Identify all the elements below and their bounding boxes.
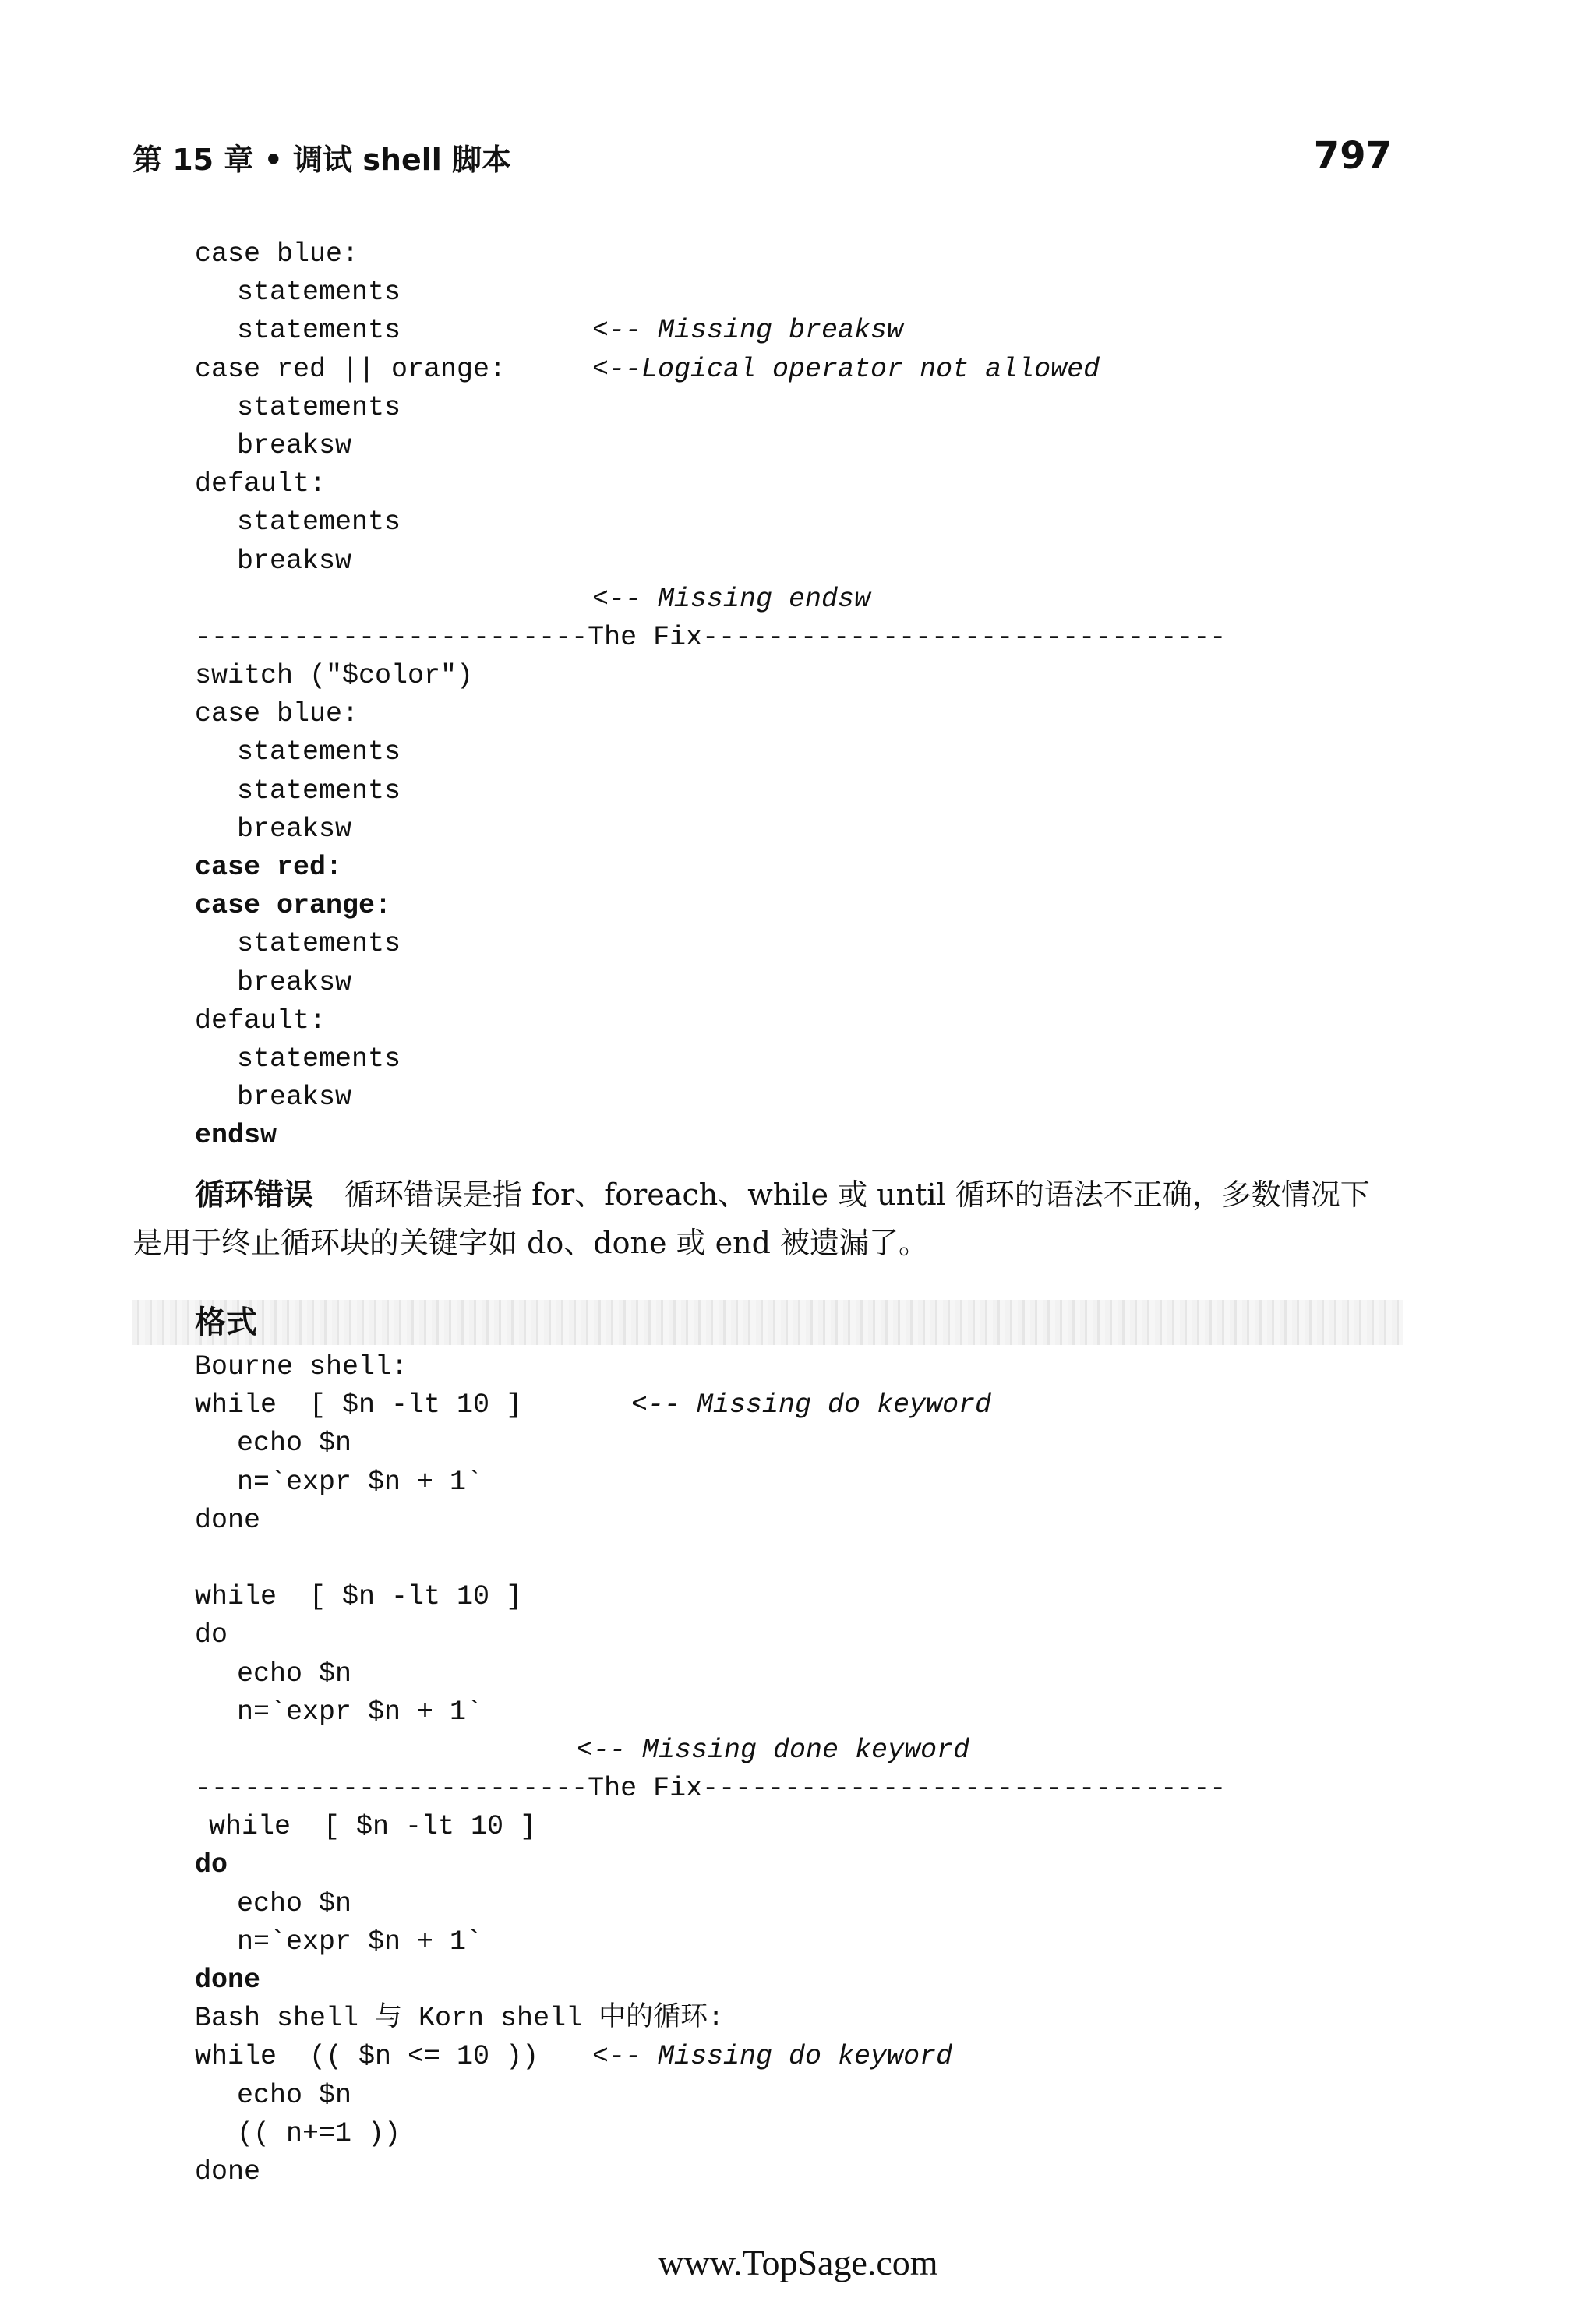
code-text: Bourne shell: — [195, 1351, 408, 1382]
code-comment: <-- Missing breaksw — [592, 315, 904, 347]
code-text: statements — [237, 736, 401, 768]
code-line — [195, 1961, 1226, 2000]
code-line — [195, 810, 1226, 849]
code-text: statements — [237, 391, 401, 423]
code-text: breaksw — [237, 429, 352, 461]
code-text: done — [195, 1504, 261, 1536]
code-line — [195, 695, 1226, 733]
code-text: statements — [237, 277, 401, 309]
code-line — [195, 312, 1226, 350]
code-comment: <-- Missing do keyword — [631, 1389, 992, 1421]
code-line — [195, 2077, 1226, 2115]
code-text: do — [195, 1619, 228, 1651]
code-text: statements — [237, 1043, 401, 1075]
code-line — [195, 1808, 1226, 1846]
code-line — [195, 887, 1226, 925]
code-line — [195, 1693, 1226, 1732]
code-text: statements — [237, 928, 401, 960]
code-text: breaksw — [237, 1082, 352, 1114]
code-text: n=`expr $n + 1` — [237, 1926, 483, 1958]
code-line — [195, 1616, 1226, 1654]
code-line — [195, 733, 1226, 771]
code-text: case red || orange: — [195, 353, 507, 385]
code-line — [195, 1578, 1226, 1616]
code-text: default: — [195, 468, 327, 500]
code-text: breaksw — [237, 813, 352, 845]
code-text: statements — [237, 775, 401, 807]
page-number: 797 — [1313, 134, 1392, 178]
code-line — [195, 657, 1226, 695]
code-text: case orange: — [195, 890, 392, 922]
chapter-header: 第 15 章 • 调试 shell 脚本 — [132, 143, 512, 177]
code-line — [195, 1463, 1226, 1502]
code-text: default: — [195, 1004, 327, 1036]
code-text: ------------------------The Fix-------------------------------- — [195, 621, 1227, 653]
code-block-loops — [195, 1348, 1226, 2191]
code-text: statements — [237, 315, 401, 347]
code-line — [195, 2153, 1226, 2191]
format-heading: 格式 — [195, 1305, 257, 1340]
code-line — [195, 1425, 1226, 1463]
code-line — [195, 1540, 1226, 1578]
code-line — [195, 1117, 1226, 1155]
code-text: done — [195, 1965, 261, 1996]
code-line — [195, 1885, 1226, 1923]
code-line — [195, 1770, 1226, 1808]
code-line — [195, 2000, 1226, 2038]
code-comment: <--Logical operator not allowed — [592, 353, 1100, 385]
code-line — [195, 772, 1226, 810]
code-line — [195, 1846, 1226, 1884]
code-text: n=`expr $n + 1` — [237, 1466, 483, 1498]
code-line — [195, 1732, 1226, 1770]
code-text: while [ $n -lt 10 ] — [195, 1389, 523, 1421]
code-line — [195, 1386, 1226, 1425]
code-line — [195, 389, 1226, 427]
code-comment: <-- Missing do keyword — [592, 2041, 953, 2073]
code-line — [195, 1079, 1226, 1117]
footer-url: www.TopSage.com — [658, 2243, 938, 2282]
format-section-bar — [132, 1300, 1403, 1345]
code-text: Bash shell 与 Korn shell 中的循环: — [195, 2003, 725, 2035]
code-text: echo $n — [237, 1658, 352, 1689]
code-text: do — [195, 1849, 228, 1881]
paragraph-lead: 循环错误 — [195, 1177, 314, 1212]
code-comment: <-- Missing endsw — [592, 583, 871, 615]
code-text: echo $n — [237, 1428, 352, 1460]
code-line — [195, 503, 1226, 542]
code-text: switch ("$color") — [195, 660, 474, 692]
code-line — [195, 581, 1226, 619]
code-line — [195, 2038, 1226, 2076]
code-text: while [ $n -lt 10 ] — [209, 1811, 537, 1843]
code-text: while [ $n -lt 10 ] — [195, 1581, 523, 1613]
code-line — [195, 235, 1226, 274]
code-text: case blue: — [195, 698, 359, 730]
code-line — [195, 1348, 1226, 1386]
code-line — [195, 1040, 1226, 1079]
code-text: endsw — [195, 1120, 277, 1152]
code-text: echo $n — [237, 2079, 352, 2111]
paragraph-body: 循环错误是指 for、foreach、while 或 until 循环的语法不正确，多数情况下是用于终止循环块的关键字如 do、done 或 end 被遗漏了。 — [132, 1177, 1370, 1260]
code-text: while (( $n <= 10 )) — [195, 2041, 539, 2073]
code-text: breaksw — [237, 545, 352, 577]
code-text: statements — [237, 507, 401, 538]
code-line — [195, 274, 1226, 312]
code-text: (( n+=1 )) — [237, 2117, 401, 2149]
code-line — [195, 849, 1226, 887]
code-line — [195, 619, 1226, 657]
code-text: breaksw — [237, 966, 352, 998]
code-line — [195, 925, 1226, 963]
code-line — [195, 2115, 1226, 2153]
code-text: echo $n — [237, 1887, 352, 1919]
loop-error-paragraph — [132, 1170, 1395, 1267]
code-line — [195, 542, 1226, 581]
code-text: case red: — [195, 852, 343, 883]
code-text: ------------------------The Fix-------------------------------- — [195, 1773, 1227, 1805]
code-comment: <-- Missing done keyword — [577, 1734, 970, 1766]
code-text: done — [195, 2155, 261, 2187]
code-text: n=`expr $n + 1` — [237, 1696, 483, 1728]
code-line — [195, 1502, 1226, 1540]
code-line — [195, 351, 1226, 389]
code-line — [195, 427, 1226, 465]
code-line — [195, 465, 1226, 503]
code-line — [195, 1002, 1226, 1040]
code-text: case blue: — [195, 238, 359, 270]
code-line — [195, 1655, 1226, 1693]
code-line — [195, 1923, 1226, 1961]
code-block-switch — [195, 235, 1226, 1156]
code-line — [195, 964, 1226, 1002]
